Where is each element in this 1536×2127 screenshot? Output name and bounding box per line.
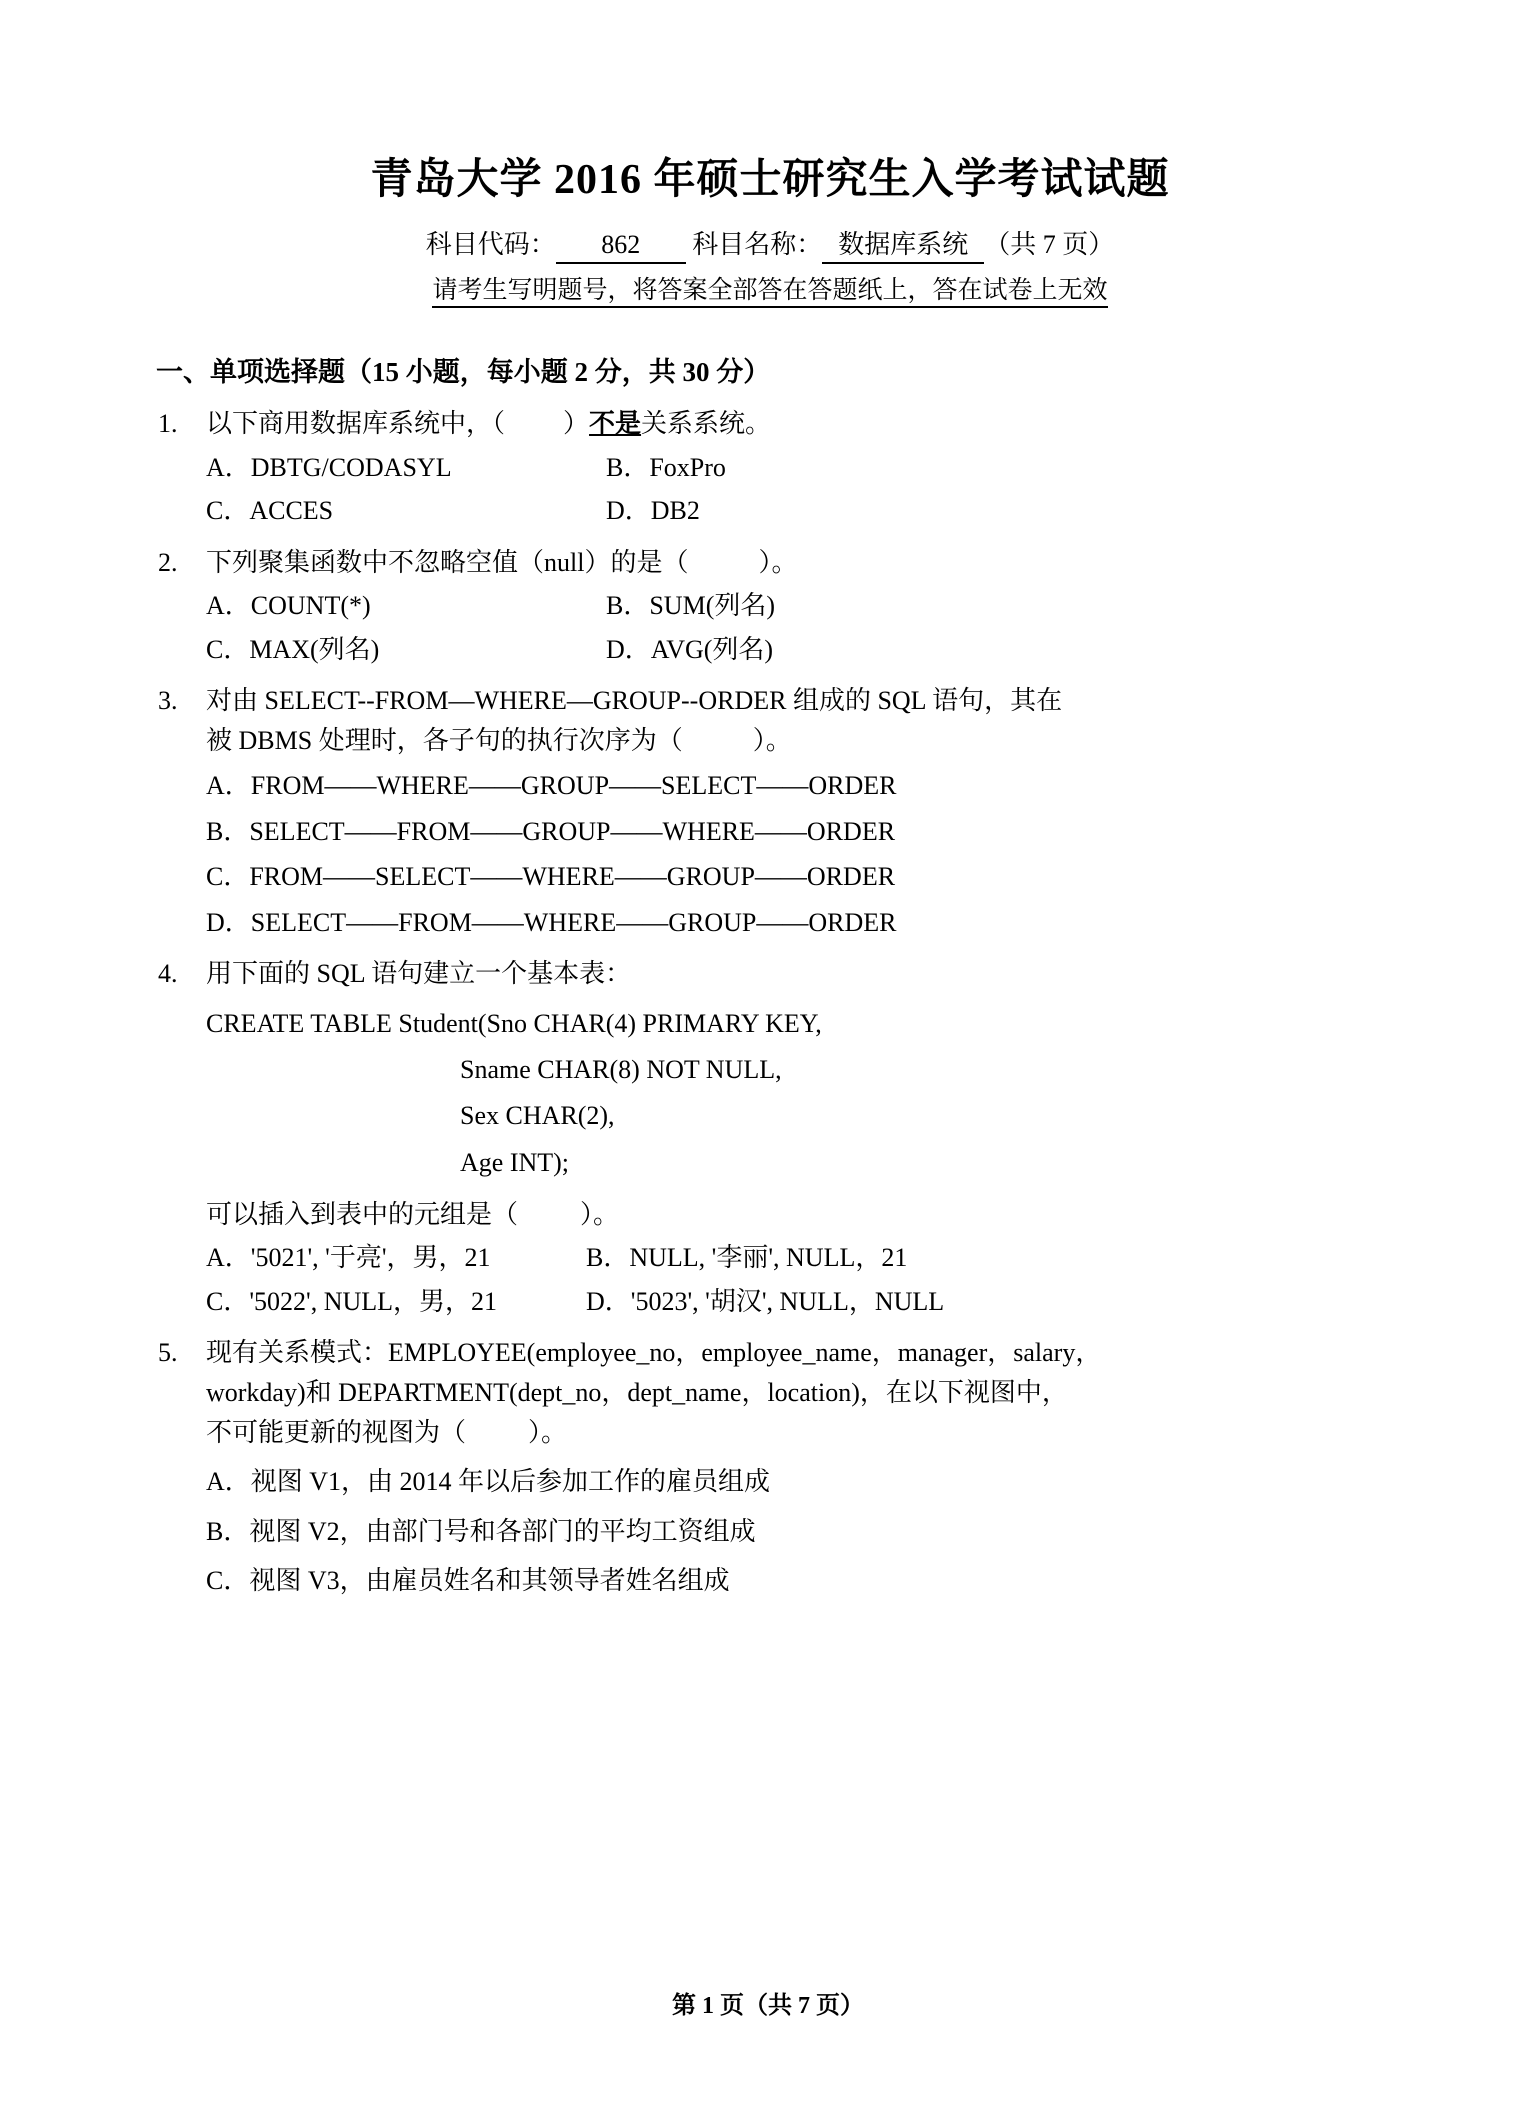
question-3 — [150, 681, 1390, 942]
option-d — [586, 1282, 944, 1322]
option-d — [606, 491, 700, 531]
option-a-letter: A． — [206, 591, 251, 621]
page-footer — [0, 1985, 1536, 2020]
option-row — [206, 491, 1390, 531]
option-d-text: '5023', '胡汉', NULL，NULL — [630, 1286, 945, 1316]
exam-notice — [150, 274, 1390, 308]
option-c — [206, 1282, 586, 1322]
option-row — [206, 1282, 1390, 1322]
subject-code-value: 862 — [556, 227, 686, 264]
option-c-letter: C． — [206, 1286, 250, 1316]
option-row — [206, 630, 1390, 670]
option-a-letter: A． — [206, 771, 251, 801]
option-a — [206, 448, 606, 488]
option-a-letter: A． — [206, 1467, 251, 1497]
question-5 — [150, 1333, 1390, 1600]
option-d — [606, 630, 773, 670]
option-d-text: SELECT——FROM——WHERE——GROUP——ORDER — [250, 907, 897, 937]
option-c-letter: C． — [206, 862, 250, 892]
option-b-letter: B． — [606, 452, 650, 482]
question-4 — [150, 954, 1390, 1321]
option-d-letter: D． — [606, 634, 651, 664]
option-b — [206, 812, 1390, 852]
option-row — [206, 448, 1390, 488]
option-d-letter: D． — [606, 496, 651, 526]
question-2 — [150, 543, 1390, 670]
question-1-stem-pre: 以下商用数据库系统中，（ — [206, 409, 506, 439]
question-3-options — [150, 766, 1390, 942]
option-c-letter: C． — [206, 1566, 250, 1596]
option-a-letter: A． — [206, 452, 251, 482]
option-d-letter: D． — [206, 907, 251, 937]
question-5-stem-post: ）。 — [528, 1417, 568, 1447]
question-4-tail — [150, 1195, 1390, 1235]
exam-notice-text: 请考生写明题号，将答案全部答在答题纸上，答在试卷上无效 — [432, 277, 1107, 308]
option-b-letter: B． — [606, 591, 650, 621]
question-4-options — [150, 1238, 1390, 1321]
subject-name-value: 数据库系统 — [822, 227, 984, 264]
option-d-text: AVG(列名) — [650, 634, 774, 664]
question-3-stem-post: ）。 — [752, 725, 792, 755]
option-a-text: FROM——WHERE——GROUP——SELECT——ORDER — [250, 771, 897, 801]
question-5-stem-line-1: 现有关系模式：EMPLOYEE(employee_no，employee_name，manager，salary， — [206, 1338, 1102, 1368]
subject-info-line — [150, 227, 1390, 264]
option-c — [206, 491, 606, 531]
page-number-label: 第 1 页（共 7 页） — [672, 1993, 864, 2019]
sql-statement-line-1: CREATE TABLE Student(Sno CHAR(4) PRIMARY KEY, — [206, 1008, 822, 1038]
question-5-stem-line-3 — [150, 1413, 1390, 1453]
question-5-number: 5. — [158, 1338, 178, 1368]
option-b-text: SELECT——FROM——GROUP——WHERE——ORDER — [249, 816, 896, 846]
option-a-letter: A． — [206, 1243, 251, 1273]
option-c-text: ACCES — [249, 496, 334, 526]
question-3-stem-line-1: 对由 SELECT--FROM—WHERE—GROUP--ORDER 组成的 SQL 语句，其在 — [206, 686, 1063, 716]
section-heading-one: 一、单项选择题（15 小题，每小题 2 分，共 30 分） — [156, 357, 771, 388]
option-c-text: MAX(列名) — [249, 634, 380, 664]
option-b-text: SUM(列名) — [649, 591, 776, 621]
sql-statement-line-4: Age INT); — [460, 1147, 570, 1177]
page-title: 青岛大学 2016 年硕士研究生入学考试试题 — [370, 157, 1170, 203]
option-b-text: 视图 V2，由部门号和各部门的平均工资组成 — [249, 1516, 756, 1546]
question-2-stem — [206, 543, 1390, 583]
question-1 — [150, 404, 1390, 531]
option-b — [606, 448, 726, 488]
sql-statement-line-2: Sname CHAR(8) NOT NULL, — [460, 1055, 782, 1085]
option-d-letter: D． — [586, 1286, 631, 1316]
option-b — [586, 1238, 907, 1278]
question-1-emphasis: 不是 — [589, 409, 642, 439]
option-c-text: '5022', NULL，男，21 — [249, 1286, 498, 1316]
question-1-number: 1. — [158, 409, 178, 439]
option-b-letter: B． — [206, 816, 250, 846]
question-4-tail-post: ）。 — [580, 1199, 620, 1229]
option-c-letter: C． — [206, 634, 250, 664]
option-row — [206, 1238, 1390, 1278]
question-3-stem-line-2 — [150, 721, 1390, 761]
option-c — [206, 630, 606, 670]
question-5-stem-pre: 不可能更新的视图为（ — [206, 1417, 467, 1447]
option-b-letter: B． — [586, 1243, 630, 1273]
option-c — [206, 1561, 1390, 1601]
option-b-text: NULL, '李丽', NULL，21 — [629, 1243, 908, 1273]
option-a-text: 视图 V1，由 2014 年以后参加工作的雇员组成 — [250, 1467, 771, 1497]
question-4-tail-pre: 可以插入到表中的元组是（ — [206, 1199, 519, 1229]
question-1-options — [150, 448, 1390, 531]
option-c-text: 视图 V3，由雇员姓名和其领导者姓名组成 — [249, 1566, 730, 1596]
question-4-stem: 用下面的 SQL 语句建立一个基本表： — [206, 959, 632, 989]
option-a-text: DBTG/CODASYL — [250, 452, 452, 482]
subject-name-label: 科目名称： — [692, 230, 823, 260]
question-2-stem-pre: 下列聚集函数中不忽略空值（null）的是（ — [206, 547, 689, 577]
question-3-number: 3. — [158, 686, 178, 716]
option-b — [606, 586, 775, 626]
option-c-text: FROM——SELECT——WHERE——GROUP——ORDER — [249, 862, 896, 892]
option-d — [206, 903, 1390, 943]
subject-code-label: 科目代码： — [425, 230, 556, 260]
option-b — [206, 1512, 1390, 1552]
option-row — [206, 586, 1390, 626]
option-a-text: COUNT(*) — [250, 591, 371, 621]
question-1-stem-mid: ） — [563, 409, 590, 439]
option-a — [206, 766, 1390, 806]
question-1-stem — [206, 404, 1390, 444]
question-2-number: 2. — [158, 547, 178, 577]
question-4-number: 4. — [158, 959, 178, 989]
question-2-options — [150, 586, 1390, 669]
question-2-stem-post: ）。 — [758, 547, 798, 577]
option-c-letter: C． — [206, 496, 250, 526]
option-a — [206, 1238, 586, 1278]
option-d-text: DB2 — [650, 496, 700, 526]
option-c — [206, 857, 1390, 897]
page-content — [150, 0, 1390, 1601]
option-a — [206, 586, 606, 626]
option-b-text: FoxPro — [649, 452, 726, 482]
page-count-note: （共 7 页） — [984, 230, 1115, 260]
question-5-stem-line-2: workday)和 DEPARTMENT(dept_no，dept_name，location)，在以下视图中， — [206, 1377, 1068, 1407]
option-b-letter: B． — [206, 1516, 250, 1546]
question-5-options — [150, 1462, 1390, 1601]
option-a — [206, 1462, 1390, 1502]
question-3-stem-pre: 被 DBMS 处理时，各子句的执行次序为（ — [206, 725, 683, 755]
option-a-text: '5021', '于亮'，男，21 — [250, 1243, 491, 1273]
sql-statement-line-3: Sex CHAR(2), — [460, 1101, 615, 1131]
question-1-stem-post: 关系系统。 — [641, 409, 772, 439]
